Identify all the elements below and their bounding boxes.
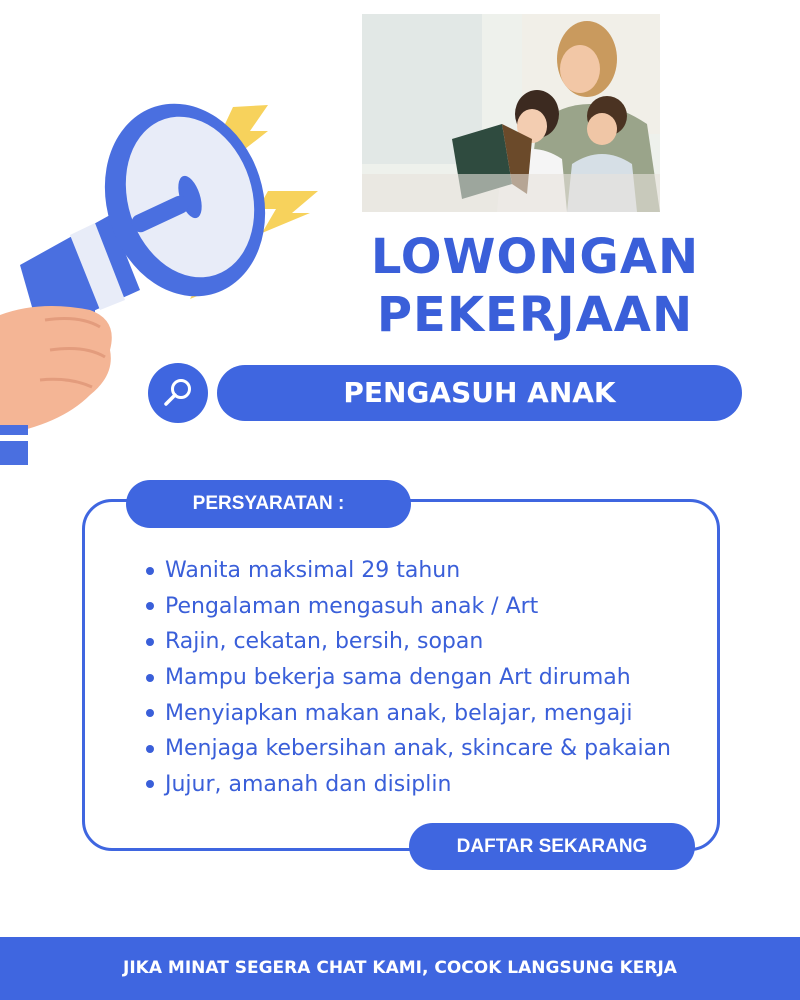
bullet-icon [146,780,154,788]
list-item: Menyiapkan makan anak, belajar, mengaji [146,695,786,731]
list-item: Pengalaman mengasuh anak / Art [146,589,786,625]
bullet-icon [146,567,154,575]
list-item: Rajin, cekatan, bersih, sopan [146,624,786,660]
search-icon [162,377,194,409]
headline-line-1: LOWONGAN [370,229,700,285]
bullet-icon [146,638,154,646]
bullet-icon [146,745,154,753]
requirements-list [146,553,786,802]
requirements-title: PERSYARATAN : [126,480,411,528]
search-badge [148,363,208,423]
list-item: Jujur, amanah dan disiplin [146,767,786,803]
job-role-banner: PENGASUH ANAK [217,365,742,421]
list-item: Menjaga kebersihan anak, skincare & pakaian [146,731,786,767]
register-now-button[interactable]: DAFTAR SEKARANG [409,823,695,870]
headline-line-2: PEKERJAAN [376,287,694,343]
footer-banner: JIKA MINAT SEGERA CHAT KAMI, COCOK LANGSUNG KERJA [0,937,800,1000]
photo-mother-reading-to-children [362,14,660,212]
list-item: Wanita maksimal 29 tahun [146,553,786,589]
bullet-icon [146,602,154,610]
bullet-icon [146,709,154,717]
bullet-icon [146,674,154,682]
headline [345,228,725,344]
list-item: Mampu bekerja sama dengan Art dirumah [146,660,786,696]
